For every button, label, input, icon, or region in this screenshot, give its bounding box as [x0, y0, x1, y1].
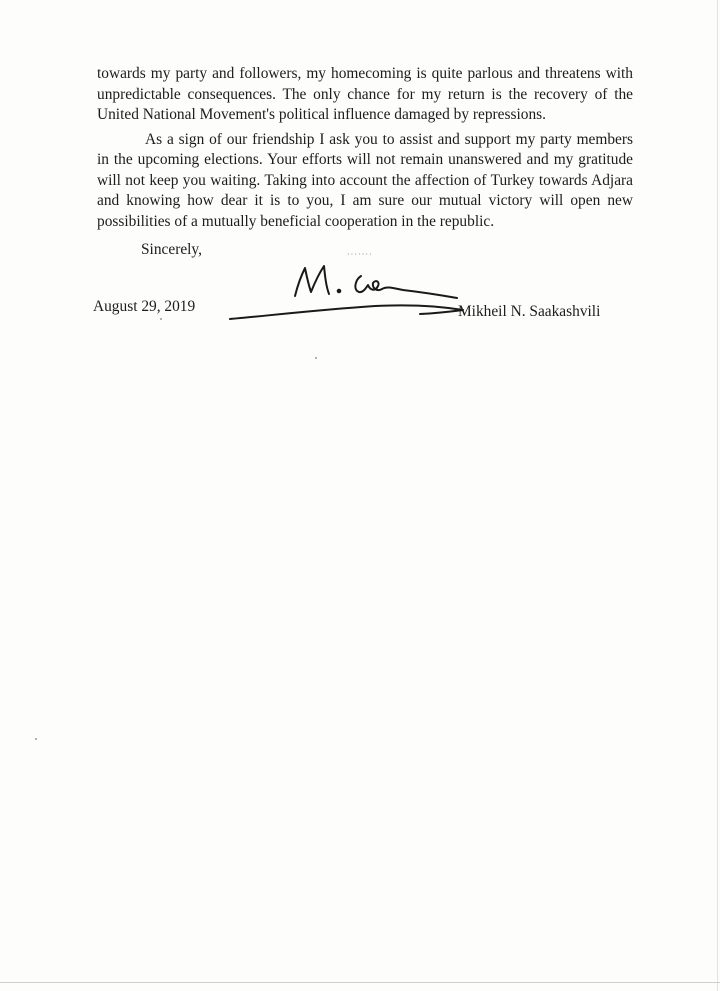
- signatory-name: Mikheil N. Saakashvili: [458, 303, 601, 320]
- handwritten-signature: [225, 258, 485, 328]
- letter-body: [97, 64, 633, 232]
- scan-speck: [35, 738, 37, 740]
- scan-speck: [315, 357, 317, 359]
- closing: Sincerely,: [141, 241, 202, 258]
- page-edge-right: [717, 0, 718, 991]
- page-edge-bottom: [0, 982, 720, 983]
- paragraph-2: As a sign of our friendship I ask you to assist and support my party members in the upcoming elections. Your efforts will not remain unanswered and my gratitude will not keep you waiting. Taking into account the affection of Turkey towards Adjara and knowing how dear it is to you, I am sure our mutual victory will open new possibilities of a mutually beneficial cooperation in the republic.: [97, 130, 633, 230]
- letter-date: August 29, 2019: [93, 298, 196, 315]
- paragraph-1: towards my party and followers, my homecoming is quite parlous and threatens with unpredictable consequences. The only chance for my return is the recovery of the United National Movement's political influence damaged by repressions.: [97, 65, 633, 123]
- scan-speck: [160, 318, 162, 320]
- scan-dots: ·······: [347, 250, 373, 259]
